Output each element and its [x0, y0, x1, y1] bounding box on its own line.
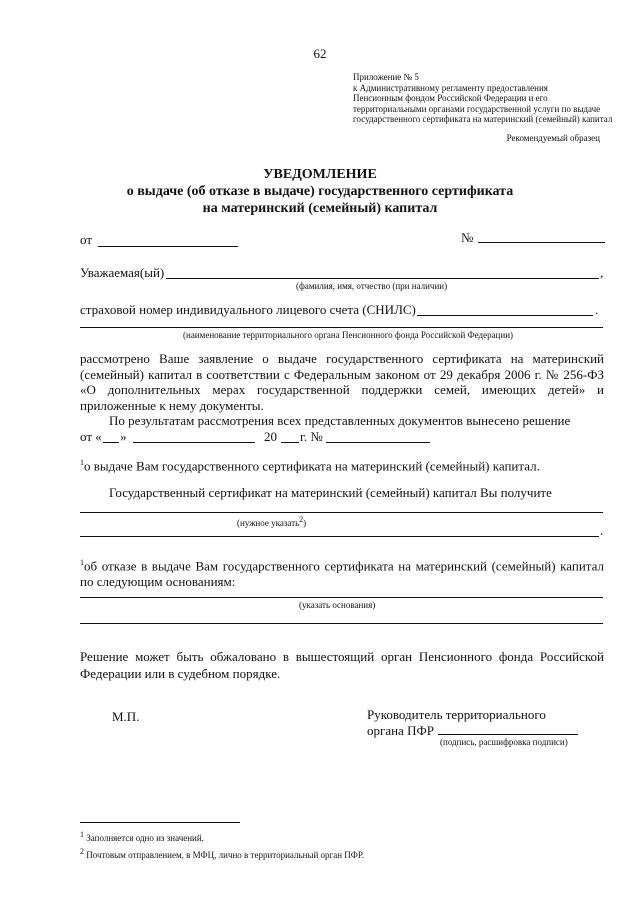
appendix-line: Пенсионным фондом Российской Федерации и его: [353, 93, 548, 103]
receive-hint-close: ): [303, 518, 307, 528]
appendix-line: государственного сертификата на материнский (семейный) капитал: [353, 114, 613, 124]
salutation-label: Уважаемая(ый): [80, 265, 165, 280]
footnote-1: [80, 828, 364, 845]
footnotes: [80, 828, 364, 862]
document-title: [0, 166, 640, 217]
appendix-line: территориальными органами государственной услуги по выдаче: [353, 103, 601, 114]
receive-method-field-2[interactable]: [80, 536, 599, 537]
seal-place: М.П.: [112, 709, 140, 724]
appeal-line: Федерации или в судебном порядке.: [80, 666, 281, 681]
decision-number-field[interactable]: [326, 442, 430, 443]
receive-hint-text: (нужное указать: [237, 518, 300, 528]
footnote-text: Заполняется одно из значений.: [86, 833, 204, 843]
name-hint: (фамилия, имя, отчество (при наличии): [296, 281, 448, 291]
receive-hint: [237, 515, 306, 528]
paragraph-application: [80, 351, 604, 413]
refusal-reasons-field[interactable]: [80, 597, 603, 598]
page-number: 62: [313, 46, 327, 61]
option-refuse-text: об отказе в выдаче Вам государственного сертификата на материнский (семейный) капитал: [84, 558, 604, 574]
paragraph-line: приложенные к нему документы.: [80, 397, 264, 413]
date-quote-close: »: [120, 429, 127, 444]
option-issue-text: о выдаче Вам государственного сертификата на материнский (семейный) капитал.: [84, 458, 540, 474]
snils-dot: .: [595, 302, 599, 317]
appendix-line: к Административному регламенту предоставления: [353, 82, 548, 93]
appeal-paragraph: [80, 648, 604, 682]
footnote-text: Почтовым отправлением, в МФЦ, лично в территориальный орган ПФР.: [86, 850, 365, 860]
receive-method-field[interactable]: [80, 512, 603, 513]
title-line: о выдаче (об отказе в выдаче) государственного сертификата: [126, 184, 514, 199]
footnote-mark: 2: [80, 847, 84, 856]
footnote-2: [80, 845, 364, 862]
snils-label: страховой номер индивидуального лицевого счета (СНИЛС): [80, 302, 416, 317]
date-prefix: от «: [80, 429, 102, 444]
snils-field[interactable]: [417, 315, 593, 316]
refusal-reasons-field-2[interactable]: [80, 623, 603, 624]
decision-sentence: По результатам рассмотрения всех представленных документов вынесено решение: [109, 413, 571, 428]
footnote-divider: [80, 822, 240, 823]
option-refuse: [80, 555, 604, 589]
from-field[interactable]: [98, 246, 238, 247]
salutation-comma: ,: [600, 265, 604, 280]
footnote-mark: 1: [80, 458, 84, 467]
number-label: №: [461, 230, 474, 245]
signature-field[interactable]: [438, 734, 578, 735]
option-refuse-line: [80, 555, 604, 574]
option-issue: [80, 458, 540, 474]
decision-month-field[interactable]: [133, 442, 255, 443]
recipient-name-field[interactable]: [166, 278, 599, 279]
paragraph-line: «О дополнительных мерах государственной поддержки семей, имеющих детей» и: [80, 382, 604, 397]
year-prefix: 20: [264, 429, 277, 444]
receive-sentence: Государственный сертификат на материнский (семейный) капитал Вы получите: [109, 485, 552, 500]
from-label: от: [80, 232, 93, 247]
footnote-mark: 2: [299, 515, 304, 524]
refusal-reasons-hint: (указать основания): [299, 600, 376, 610]
footnote-mark: 1: [80, 830, 84, 839]
footnote-mark: 1: [80, 558, 84, 567]
option-refuse-line: по следующим основаниям:: [80, 573, 236, 589]
decision-day-field[interactable]: [103, 442, 119, 443]
signature-hint: (подпись, расшифровка подписи): [440, 737, 568, 747]
year-suffix: г. №: [300, 429, 323, 444]
receive-end-dot: .: [600, 523, 604, 538]
signer-title-1: Руководитель территориального: [367, 707, 546, 722]
paragraph-line: рассмотрено Ваше заявление о выдаче государственного сертификата на материнский: [80, 351, 604, 366]
decision-year-field[interactable]: [281, 442, 299, 443]
title-line: на материнский (семейный) капитал: [202, 201, 438, 216]
title-line: УВЕДОМЛЕНИЕ: [263, 167, 377, 182]
appendix-block: [353, 72, 612, 125]
territorial-body-hint: (наименование территориального органа Пенсионного фонда Российской Федерации): [183, 330, 514, 340]
signer-title-2: органа ПФР: [367, 723, 434, 738]
territorial-body-field[interactable]: [80, 327, 603, 328]
paragraph-line: (семейный) капитал в соответствии с Федеральным законом от 29 декабря 2006 г. № 256-ФЗ: [80, 366, 604, 382]
recommended-sample: Рекомендуемый образец: [506, 133, 600, 143]
appendix-line: Приложение № 5: [353, 72, 419, 82]
appeal-line: Решение может быть обжаловано в вышестоящий орган Пенсионного фонда Российской: [80, 649, 604, 664]
number-field[interactable]: [478, 242, 605, 243]
